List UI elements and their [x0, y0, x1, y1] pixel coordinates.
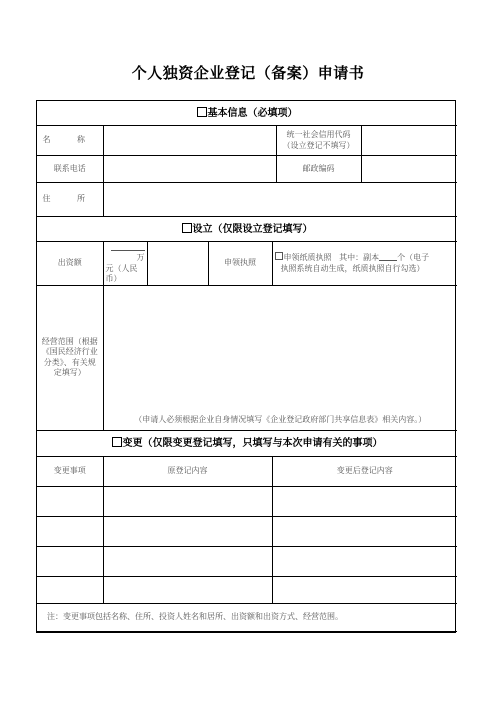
change-new-cell[interactable] — [272, 486, 457, 516]
document-title: 个人独资企业登记（备案）申请书 — [131, 64, 365, 82]
phone-input-cell[interactable] — [103, 156, 276, 183]
change-new-cell[interactable] — [272, 576, 457, 603]
change-row — [37, 516, 457, 546]
change-item-cell[interactable] — [37, 576, 103, 603]
capital-amount-blank[interactable] — [111, 242, 145, 251]
change-original-cell[interactable] — [103, 516, 272, 546]
capital-amount-cell[interactable] — [103, 242, 147, 286]
license-copies-prefix: 其中：副本 — [339, 253, 380, 263]
license-options-cell — [272, 242, 457, 286]
capital-unit-line3: 币） — [105, 274, 122, 284]
credit-code-label-cell — [276, 126, 361, 156]
change-item-cell[interactable] — [37, 546, 103, 576]
license-copies-blank[interactable] — [379, 252, 397, 261]
license-label: 申领执照 — [224, 258, 256, 268]
change-item-cell[interactable] — [37, 516, 103, 546]
name-input-cell[interactable] — [103, 126, 276, 156]
change-col-header-original — [103, 456, 272, 486]
change-col-item-label: 变更事项 — [53, 465, 86, 475]
name-label: 名 称 — [42, 135, 98, 145]
capital-label-cell — [37, 242, 103, 286]
change-original-cell[interactable] — [103, 486, 272, 516]
address-label: 住 所 — [42, 194, 98, 204]
license-copies-suffix: 个（电子 — [397, 253, 430, 263]
change-footnote-cell — [37, 603, 457, 631]
section-basic-checkbox[interactable] — [197, 107, 207, 117]
capital-label: 出资额 — [57, 258, 82, 268]
license-label-cell — [208, 242, 272, 286]
scope-label-cell — [37, 285, 103, 430]
change-original-cell[interactable] — [103, 576, 272, 603]
postal-label: 邮政编码 — [302, 163, 335, 173]
section-change-heading — [37, 430, 457, 456]
section-establish-heading-text: 设立（仅限设立登记填写） — [192, 223, 313, 235]
name-label-cell — [37, 126, 103, 156]
license-note: 执照系统自动生成，纸质执照自行勾选） — [280, 263, 425, 273]
change-new-cell[interactable] — [272, 546, 457, 576]
application-form — [36, 100, 456, 633]
capital-unit-suffix: 万 — [136, 253, 145, 263]
capital-unit-line2: 元（人民 — [105, 263, 138, 273]
phone-label-cell — [37, 156, 103, 183]
scope-note: （申请人必须根据企业自身情况填写《企业登记政府部门共享信息表》相关内容。） — [134, 415, 427, 425]
change-item-cell[interactable] — [37, 486, 103, 516]
section-establish-checkbox[interactable] — [182, 223, 192, 233]
section-basic-heading-text: 基本信息（必填项） — [207, 107, 298, 119]
scope-input-cell[interactable] — [103, 285, 457, 430]
change-row — [37, 486, 457, 516]
postal-input-cell[interactable] — [361, 156, 457, 183]
address-label-cell — [37, 183, 103, 217]
postal-label-cell — [276, 156, 361, 183]
capital-extra-cell[interactable] — [147, 242, 208, 286]
license-option-paper: 申领纸质执照 — [283, 253, 332, 263]
form-table — [37, 101, 457, 632]
section-change-checkbox[interactable] — [112, 437, 122, 447]
address-input-cell[interactable] — [103, 183, 457, 217]
change-new-cell[interactable] — [272, 516, 457, 546]
section-establish-heading — [37, 217, 457, 242]
credit-code-input-cell[interactable] — [361, 126, 457, 156]
credit-code-label-line1: 统一社会信用代码 — [286, 130, 351, 140]
change-row — [37, 576, 457, 603]
phone-label: 联系电话 — [53, 163, 86, 173]
change-row — [37, 546, 457, 576]
change-footnote: 注：变更事项包括名称、住所、投资人姓名和居所、出资额和出资方式、经营范围。 — [47, 611, 343, 621]
section-change-heading-text: 变更（仅限变更登记填写，只填写与本次申请有关的事项） — [122, 437, 383, 449]
credit-code-label-line2: （设立登记不填写） — [282, 140, 355, 150]
scope-label: 经营范围（根据《国民经济行业分类》、有关规定填写） — [41, 336, 98, 377]
change-col-new-label: 变更后登记内容 — [336, 465, 393, 475]
change-col-header-item — [37, 456, 103, 486]
change-col-original-label: 原登记内容 — [167, 465, 208, 475]
section-basic-heading — [37, 101, 457, 126]
change-original-cell[interactable] — [103, 546, 272, 576]
change-col-header-new — [272, 456, 457, 486]
license-paper-checkbox[interactable] — [275, 252, 283, 260]
